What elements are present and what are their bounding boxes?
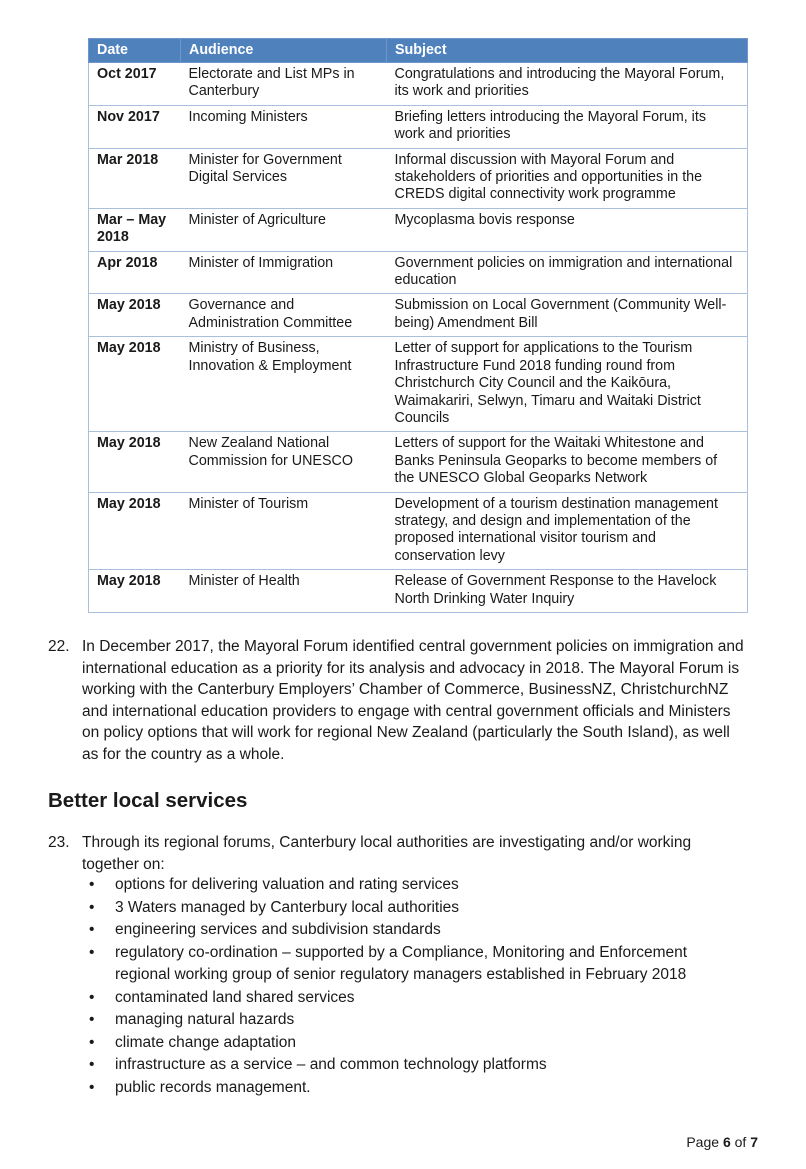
list-item [82, 1077, 742, 1100]
cell-date: May 2018 [89, 337, 181, 432]
cell-date: Nov 2017 [89, 105, 181, 148]
cell-audience: Minister of Agriculture [181, 208, 387, 251]
list-item [82, 874, 742, 897]
paragraph-text: Through its regional forums, Canterbury local authorities are investigating and/or working together on: [82, 834, 692, 873]
table-header-row [89, 39, 748, 63]
list-item-text: infrastructure as a service – and common technology platforms [115, 1056, 547, 1073]
cell-subject: Submission on Local Government (Community Well-being) Amendment Bill [387, 294, 748, 337]
list-item-text: options for delivering valuation and rating services [115, 876, 459, 893]
cell-date: May 2018 [89, 570, 181, 613]
cell-audience: Incoming Ministers [181, 105, 387, 148]
list-item-text: 3 Waters managed by Canterbury local authorities [115, 898, 460, 916]
list-item [82, 987, 742, 1010]
column-header-audience: Audience [181, 39, 387, 63]
bullet-icon: • [89, 898, 95, 916]
cell-date: May 2018 [89, 294, 181, 337]
paragraph-number: 23. [48, 834, 70, 851]
table-row [89, 432, 748, 492]
section-heading: Better local services [48, 789, 248, 812]
list-item [82, 942, 742, 987]
table-row [89, 148, 748, 208]
cell-audience: Minister for Government Digital Services [181, 148, 387, 208]
cell-subject: Informal discussion with Mayoral Forum and stakeholders of priorities and opportunities in the CREDS digital connectivity work programme [387, 148, 748, 208]
cell-date: Oct 2017 [89, 63, 181, 106]
bullet-icon: • [89, 1078, 95, 1096]
list-item-text: climate change adaptation [115, 1033, 296, 1051]
column-header-date: Date [89, 39, 181, 63]
page-total: 7 [750, 1134, 758, 1150]
bullet-list [82, 874, 742, 1099]
list-item-text: contaminated land shared services [115, 988, 355, 1006]
cell-subject: Briefing letters introducing the Mayoral Forum, its work and priorities [387, 105, 748, 148]
cell-date: Mar 2018 [89, 148, 181, 208]
table-row [89, 492, 748, 570]
cell-audience: Ministry of Business, Innovation & Employment [181, 337, 387, 432]
bullet-icon: • [89, 1011, 95, 1028]
cell-date: May 2018 [89, 492, 181, 570]
table-row [89, 251, 748, 294]
paragraph-text: In December 2017, the Mayoral Forum identified central government policies on immigration and international education as a priority for its analysis and advocacy in 2018. The Mayoral Forum is working with the Canterbury Employers’ Chamber of Commerce, BusinessNZ, ChristchurchNZ and international education providers to engage with central government officials and Ministers on policy options that will work for regional New Zealand (particularly the South Island), as well as for the country as a whole. [82, 638, 744, 763]
list-item-text: regulatory co-ordination – supported by a Compliance, Monitoring and Enforcement regional working group of senior regulatory managers established in February 2018 [115, 943, 688, 983]
cell-audience: Minister of Health [181, 570, 387, 613]
page-of: of [734, 1134, 747, 1150]
list-item [82, 897, 742, 920]
bullet-icon: • [89, 1033, 95, 1051]
page-number [686, 1134, 758, 1150]
cell-audience: Minister of Tourism [181, 492, 387, 570]
bullet-icon: • [89, 943, 95, 961]
paragraph-23 [48, 832, 748, 875]
cell-date: Mar – May 2018 [89, 208, 181, 251]
list-item-text: engineering services and subdivision standards [115, 921, 441, 938]
cell-audience: Electorate and List MPs in Canterbury [181, 63, 387, 106]
list-item [82, 1032, 742, 1055]
cell-subject: Release of Government Response to the Havelock North Drinking Water Inquiry [387, 570, 748, 613]
table-row [89, 208, 748, 251]
table-row [89, 63, 748, 106]
cell-subject: Development of a tourism destination management strategy, and design and implementation of the proposed international visitor tourism and conservation levy [387, 492, 748, 570]
bullet-icon: • [89, 921, 95, 938]
bullet-icon: • [89, 876, 95, 893]
cell-subject: Letter of support for applications to the Tourism Infrastructure Fund 2018 funding round from Christchurch City Council and the Kaikōura, Waimakariri, Selwyn, Timaru and Waitaki District Councils [387, 337, 748, 432]
list-item-text: public records management. [115, 1078, 311, 1096]
page-current: 6 [722, 1134, 731, 1150]
column-header-subject: Subject [387, 39, 748, 63]
bullet-icon: • [89, 988, 95, 1006]
list-item [82, 919, 742, 942]
cell-subject: Mycoplasma bovis response [387, 208, 748, 251]
table-row [89, 570, 748, 613]
cell-subject: Congratulations and introducing the Mayoral Forum, its work and priorities [387, 63, 748, 106]
cell-date: May 2018 [89, 432, 181, 492]
list-item [82, 1054, 742, 1077]
page-prefix: Page [686, 1134, 720, 1150]
table-row [89, 337, 748, 432]
list-item [82, 1009, 742, 1032]
cell-audience: Governance and Administration Committee [181, 294, 387, 337]
cell-audience: Minister of Immigration [181, 251, 387, 294]
paragraph-22 [48, 636, 748, 766]
table-row [89, 105, 748, 148]
list-item-text: managing natural hazards [115, 1011, 295, 1028]
cell-audience: New Zealand National Commission for UNESCO [181, 432, 387, 492]
cell-subject: Government policies on immigration and international education [387, 251, 748, 294]
bullet-icon: • [89, 1056, 95, 1073]
cell-date: Apr 2018 [89, 251, 181, 294]
engagement-table [88, 38, 748, 613]
table-body [89, 63, 748, 613]
cell-subject: Letters of support for the Waitaki Whitestone and Banks Peninsula Geoparks to become members of the UNESCO Global Geoparks Network [387, 432, 748, 492]
table-row [89, 294, 748, 337]
paragraph-number: 22. [48, 638, 70, 655]
